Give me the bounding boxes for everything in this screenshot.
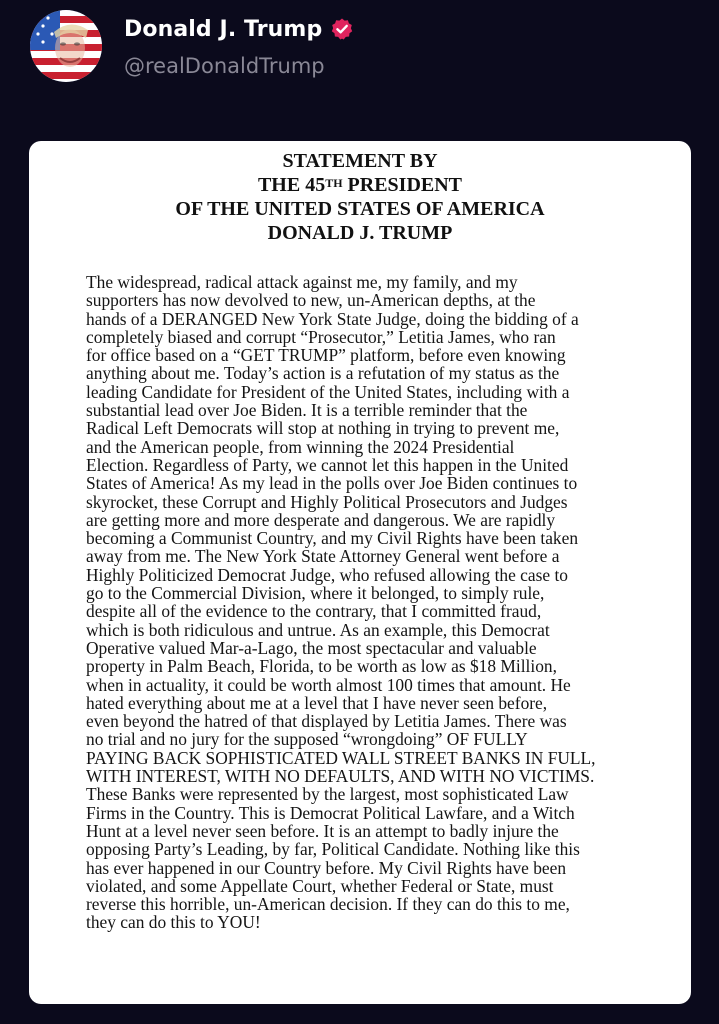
statement-line: reverse this horrible, un-American decision. If they can do this to me, — [86, 894, 570, 915]
title-line-2-pre: THE 45 — [257, 174, 326, 196]
title-line-3: OF THE UNITED STATES OF AMERICA — [175, 198, 545, 220]
statement-line: are getting more and more desperate and dangerous. We are rapidly — [86, 509, 556, 530]
statement-line: PAYING BACK SOPHISTICATED WALL STREET BANKS IN FULL, — [86, 747, 596, 768]
avatar[interactable] — [30, 10, 102, 82]
statement-line: anything about me. Today’s action is a refutation of my status as the — [86, 363, 560, 384]
statement-body — [86, 273, 666, 932]
flag-portrait-avatar-icon — [30, 10, 102, 82]
statement-line: which is both ridiculous and untrue. As an example, this Democrat — [86, 619, 550, 640]
statement-line: and the American people, from winning the 2024 Presidential — [86, 436, 515, 457]
title-line-2-post: PRESIDENT — [342, 174, 463, 196]
title-line-4: DONALD J. TRUMP — [267, 222, 453, 244]
statement-line: even beyond the hatred of that displayed by Letitia James. There was — [86, 711, 567, 732]
statement-line: despite all of the evidence to the contrary, that I committed fraud, — [86, 601, 542, 622]
statement-line: Hunt at a level never seen before. It is an attempt to badly injure the — [86, 820, 559, 841]
verified-badge-icon — [330, 17, 354, 41]
statement-line: no trial and no jury for the supposed “wrongdoing” OF FULLY — [86, 729, 528, 750]
statement-line: property in Palm Beach, Florida, to be worth as low as $18 Million, — [86, 656, 557, 677]
statement-line: The widespread, radical attack against me, my family, and my — [86, 272, 518, 292]
statement-line: hated everything about me at a level that I have never seen before, — [86, 692, 548, 713]
statement-line: Firms in the Country. This is Democrat Political Lawfare, and a Witch — [86, 802, 575, 823]
statement-line: becoming a Communist Country, and my Civil Rights have been taken — [86, 528, 579, 549]
statement-line: WITH INTEREST, WITH NO DEFAULTS, AND WITH NO VICTIMS. — [86, 766, 595, 787]
statement-line: opposing Party’s Leading, by far, Political Candidate. Nothing like this — [86, 839, 580, 860]
statement-line: substantial lead over Joe Biden. It is a terrible reminder that the — [86, 400, 528, 421]
title-line-2 — [29, 173, 691, 197]
statement-title — [29, 149, 691, 245]
statement-line: Highly Politicized Democrat Judge, who refused allowing the case to — [86, 564, 568, 585]
statement-line: hands of a DERANGED New York State Judge, doing the bidding of a — [86, 308, 579, 329]
statement-line: skyrocket, these Corrupt and Highly Political Prosecutors and Judges — [86, 491, 568, 512]
post-header — [0, 0, 719, 130]
statement-line: States of America! As my lead in the polls over Joe Biden continues to — [86, 473, 578, 494]
statement-line: Election. Regardless of Party, we cannot let this happen in the United — [86, 454, 569, 475]
statement-line: Operative valued Mar-a-Lago, the most spectacular and valuable — [86, 637, 537, 658]
display-name-row — [124, 14, 354, 44]
statement-line: has ever happened in our Country before. My Civil Rights have been — [86, 857, 567, 878]
statement-line: leading Candidate for President of the United States, including with a — [86, 381, 570, 402]
statement-line: away from me. The New York State Attorney General went before a — [86, 546, 560, 567]
statement-line: when in actuality, it could be worth almost 100 times that amount. He — [86, 674, 571, 695]
statement-line: These Banks were represented by the largest, most sophisticated Law — [86, 784, 569, 805]
statement-line: violated, and some Appellate Court, whether Federal or State, must — [86, 875, 554, 896]
account-handle[interactable]: @realDonaldTrump — [124, 54, 325, 78]
statement-line: for office based on a “GET TRUMP” platform, before even knowing — [86, 345, 566, 366]
title-line-1: STATEMENT BY — [282, 150, 438, 172]
statement-image[interactable] — [29, 141, 691, 1004]
statement-line: Radical Left Democrats will stop at nothing in trying to prevent me, — [86, 418, 560, 439]
title-line-2-superscript: TH — [325, 176, 343, 190]
statement-line: go to the Commercial Division, where it belonged, to simply rule, — [86, 583, 545, 604]
statement-line: supporters has now devolved to new, un-American depths, at the — [86, 290, 536, 311]
display-name[interactable]: Donald J. Trump — [124, 16, 323, 42]
statement-line: completely biased and corrupt “Prosecutor,” Letitia James, who ran — [86, 326, 556, 347]
statement-line: they can do this to YOU! — [86, 912, 261, 933]
